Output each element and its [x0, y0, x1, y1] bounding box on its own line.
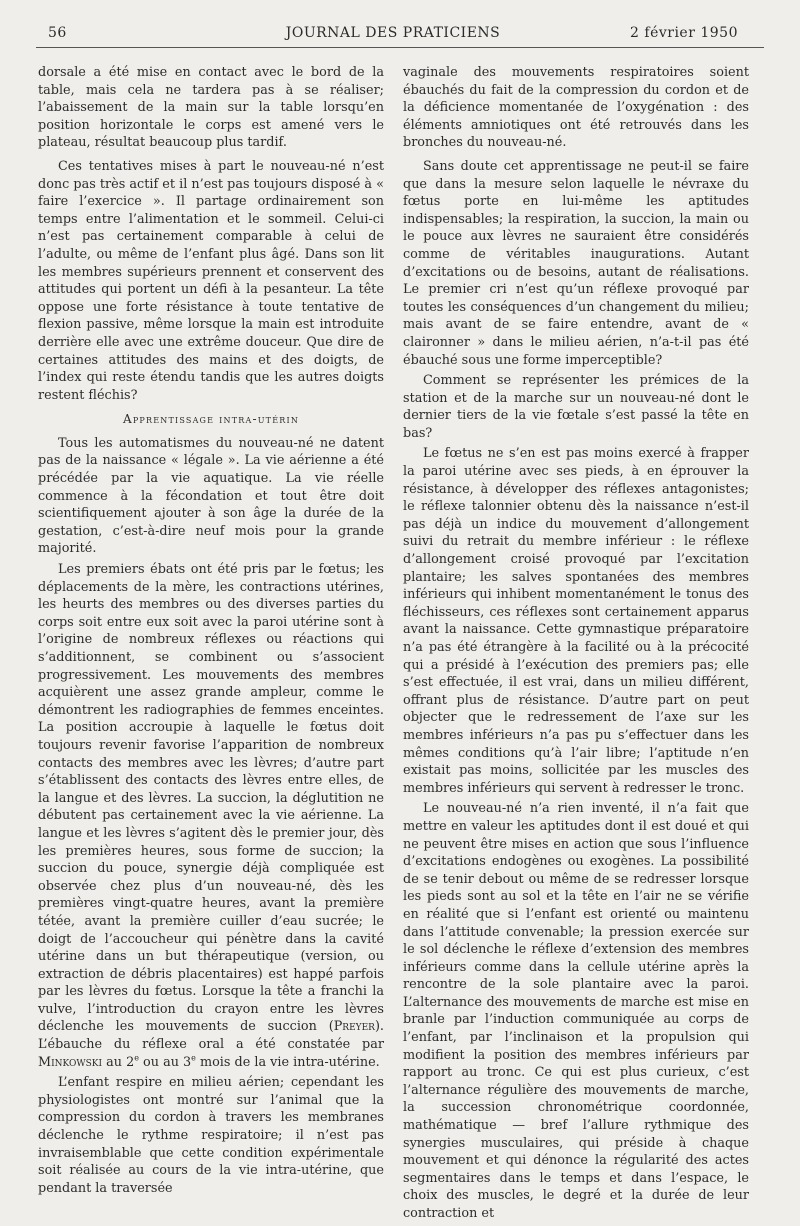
paragraph: Comment se représenter les prémices de la station et de la marche sur un nouveau-né dont le dernier tiers de la vie fœtale s’est passé la tête en bas? — [403, 373, 749, 441]
paragraph-text: Les premiers ébats ont été pris par le fœtus; les déplacements de la mère, les contractions utérines, les heurts des membres ou des diverses parties du corps soit entre eux soit avec la paroi utérine sont à l’origine de nombreux réflexes ou réactions qui s’additionnent, se combinent ou s’associent progressivement. Les mouvements des membres acquièrent une assez grande ampleur, comme le démontrent les radiographies de femmes enceintes. La position accroupie à laquelle le fœtus doit toujours revenir favorise l’apparition de nombreux contacts des membres avec les lèvres; d’autre part s’établissent des contacts des lèvres entre elles, de la langue et des lèvres. La succion, la déglutition ne débutent pas certainement avec la vie aérienne. La langue et les lèvres s’agitent dès le premier jour, dès les premières heures, sous forme de succion; la succion du pouce, synergie déjà compliquée est observée chez plus d’un nouveau-né, dès les premières vingt-quatre heures, avant la première tétée, avant la première cuiller d’eau sucrée; le doigt de l’accoucheur qui pénètre dans la cavité utérine dans un but thérapeutique (version, ou extraction de débris placentaires) est happé parfois par les lèvres du fœtus. Lorsque la tête a franchi la vulve, l’introduction du crayon entre les lèvres déclenche les mouvements de succion ( — [38, 562, 384, 1035]
paragraph: Ces tentatives mises à part le nouveau-né n’est donc pas très actif et il n’est pas toujours disposé à « faire l’exercice ». Il partage ordinairement son temps entre l’alimentation et le sommeil. Celui-ci n’est pas certainement comparable à celui de l’adulte, ou même de l’enfant plus âgé. Dans son lit les membres supérieurs prennent et conservent des attitudes qui portent un défi à la pesanteur. La tête oppose une forte résistance à toute tentative de flexion passive, même lorsque la main est introduite derrière elle avec une extrême douceur. Que dire de certaines attitudes des mains et des doigts, de l’index qui reste étendu tandis que les autres doigts restent fléchis? — [38, 158, 384, 403]
author-name: Preyer — [333, 1019, 375, 1035]
issue-date: 2 février 1950 — [630, 25, 738, 41]
superscript: e — [134, 1053, 139, 1063]
left-column — [38, 64, 384, 1200]
superscript: e — [191, 1053, 196, 1063]
paragraph: Tous les automatismes du nouveau-né ne datent pas de la naissance « légale ». La vie aérienne a été précédée par la vie aquatique. La vie réelle commence à la fécondation et tout être doit scientifiquement ajouter à son âge la durée de la gestation, c’est-à-dire neuf mois pour la grande majorité. — [38, 435, 384, 557]
journal-title: JOURNAL DES PRATICIENS — [285, 25, 501, 41]
paragraph: Le nouveau-né n’a rien inventé, il n’a fait que mettre en valeur les aptitudes dont il est doué et qui ne peuvent être mises en action que sous l’influence d’excitations endogènes ou exogènes. La possibilité de se tenir debout ou même de se redresser lorsque les pieds sont au sol et la tête en l’air ne se vérifie en réalité que si l’enfant est orienté ou maintenu dans l’attitude convenable; la pression exercée sur le sol déclenche le réflexe d’extension des membres inférieurs comme dans la cellule utérine après la rencontre de la sole plantaire avec la paroi. L’alternance des mouvements de marche est mise en branle par l’induction communiquée au corps de l’enfant, par l’inclinaison et la propulsion qui modifient la position des membres inférieurs par rapport au tronc. Ce qui est plus curieux, c’est l’alternance régulière des mouvements de marche, la succession chronométrique coordonnée, mathématique — bref l’allure rythmique des synergies musculaires, qui préside à chaque mouvement et qui dénonce la régularité des actes segmentaires dans le temps et dans l’espace, le choix des muscles, le degré et la durée de leur contraction et — [403, 801, 749, 1221]
header-rule — [36, 47, 764, 48]
paragraph: vaginale des mouvements respiratoires soient ébauchés du fait de la compression du cordon et de la déficience momentanée de l’oxygénation : des éléments amniotiques ont été retrouvés dans les bronches du nouveau-né. — [403, 65, 749, 151]
paragraph: dorsale a été mise en contact avec le bord de la table, mais cela ne tardera pas à se réaliser; l’abaissement de la main sur la table lorsqu’en position horizontale le corps est amené vers le plateau, résultat beaucoup plus tardif. — [38, 65, 384, 151]
page-number: 56 — [48, 25, 67, 41]
section-heading: Apprentissage intra-utérin — [122, 412, 300, 427]
right-column — [403, 64, 749, 1226]
paragraph-text: ). L’ébauche du réflexe oral a été constatée par — [38, 1019, 384, 1053]
paragraph: Le fœtus ne s’en est pas moins exercé à frapper la paroi utérine avec ses pieds, à en éprouver la résistance, à développer des réflexes antagonistes; le réflexe talonnier obtenu dès la naissance n’est-il pas déjà un indice du mouvement d’allongement suivi du retrait du membre inférieur : le réflexe d’allongement croisé provoqué par l’excitation plantaire; les salves spontanées des membres inférieurs qui inhibent momentanément le tonus des fléchisseurs, ces réflexes sont certainement apparus avant la naissance. Cette gymnastique préparatoire n’a pas été étrangère à la facilité ou à la précocité qui a présidé à l’exécution des premiers pas; elle s’est effectuée, il est vrai, dans un milieu différent, offrant plus de résistance. D’autre part on peut objecter que le redressement de l’axe sur les membres inférieurs n’a pas pu s’effectuer dans les mêmes conditions qu’à l’air libre; l’aptitude n’en existait pas moins, sollicitée par les muscles des membres inférieurs qui servent à redresser le tronc. — [403, 446, 749, 796]
page-header — [48, 22, 738, 48]
paragraph: Sans doute cet apprentissage ne peut-il se faire que dans la mesure selon laquelle le névraxe du fœtus porte en lui-même les aptitudes indispensables; la respiration, la succion, la main ou le pouce aux lèvres ne sauraient être considérés comme de véritables inaugurations. Autant d’excitations ou de besoins, autant de réalisations. Le premier cri n’est qu’un réflexe provoqué par toutes les conséquences d’un changement du milieu; mais avant de se faire entendre, avant de « claironner » dans le milieu aérien, n’a-t-il pas été ébauché sous une forme imperceptible? — [403, 158, 749, 368]
paragraph-text: ou au 3 — [138, 1054, 192, 1070]
author-name: Minkowski — [38, 1054, 103, 1070]
paragraph — [38, 561, 384, 1071]
paragraph-text: mois de la vie intra-utérine. — [195, 1054, 380, 1070]
paragraph-text: au 2 — [102, 1054, 135, 1070]
paragraph: L’enfant respire en milieu aérien; cependant les physiologistes ont montré sur l’animal que la compression du cordon à travers les membranes déclenche le rythme respiratoire; il n’est pas invraisemblable que cette condition expérimentale soit réalisée au cours de la vie intra-utérine, que pendant la traversée — [38, 1075, 384, 1196]
